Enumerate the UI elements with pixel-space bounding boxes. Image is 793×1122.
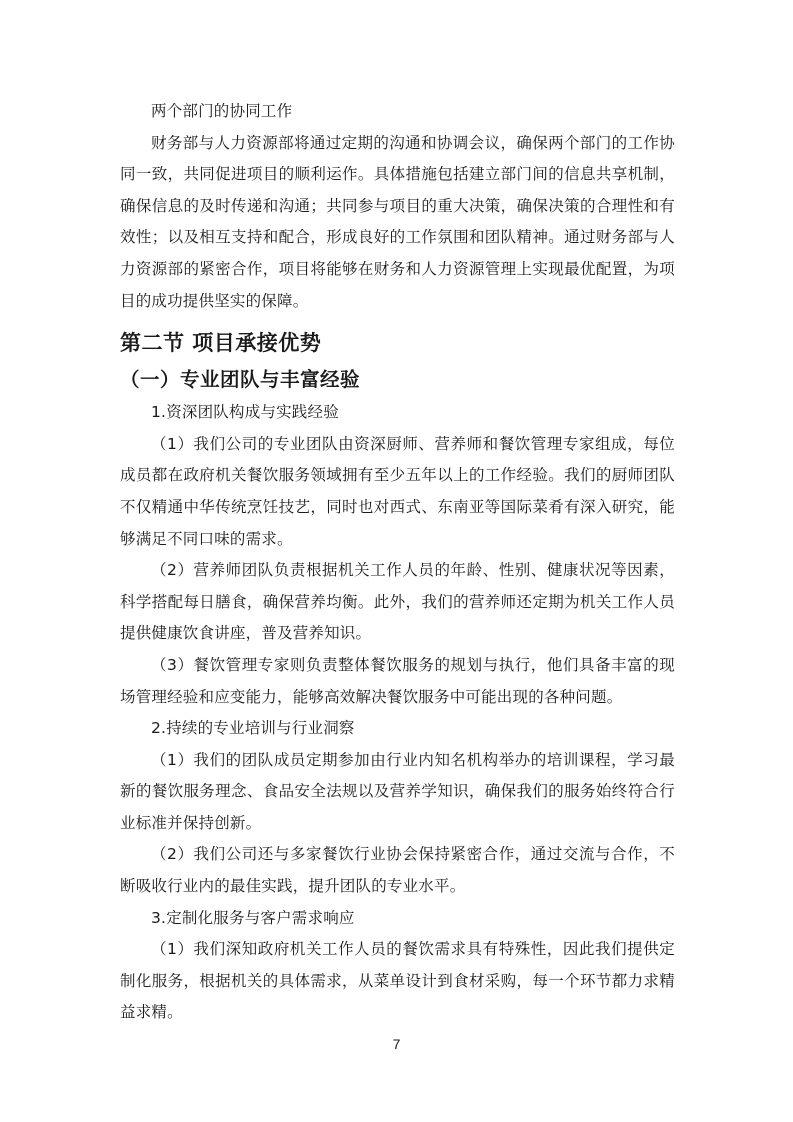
item1-title: 1.资深团队构成与实践经验 (151, 403, 339, 422)
item1-paragraph-3: （3）餐饮管理专家则负责整体餐饮服务的规划与执行，他们具备丰富的现场管理经验和应变能力，能够高效解决餐饮服务中可能出现的各种问题。 (120, 655, 675, 706)
item2-paragraph-2: （2）我们公司还与多家餐饮行业协会保持紧密合作，通过交流与合作，不断吸收行业内的最佳实践，提升团队的专业水平。 (120, 845, 675, 896)
item2-title: 2.持续的专业培训与行业洞察 (151, 719, 355, 738)
page-number: 7 (392, 1036, 401, 1052)
item1-paragraph-1: （1）我们公司的专业团队由资深厨师、营养师和餐饮管理专家组成，每位成员都在政府机关餐饮服务领域拥有至少五年以上的工作经验。我们的厨师团队不仅精通中华传统烹饪技艺，同时也对西式、东南亚等国际菜肴有深入研究，能够满足不同口味的需求。 (120, 434, 675, 548)
item2-paragraph-1: （1）我们的团队成员定期参加由行业内知名机构举办的培训课程，学习最新的餐饮服务理念、食品安全法规以及营养学知识，确保我们的服务始终符合行业标准并保持创新。 (120, 750, 675, 832)
subsection-title: （一）专业团队与丰富经验 (120, 368, 361, 392)
item3-paragraph-1: （1）我们深知政府机关工作人员的餐饮需求具有特殊性，因此我们提供定制化服务，根据机关的具体需求，从菜单设计到食材采购，每一个环节都力求精益求精。 (120, 940, 675, 1022)
item3-title: 3.定制化服务与客户需求响应 (151, 908, 355, 927)
section-title: 第二节 项目承接优势 (120, 331, 322, 356)
document-body (120, 96, 675, 1029)
item1-paragraph-2: （2）营养师团队负责根据机关工作人员的年龄、性别、健康状况等因素，科学搭配每日膳食，确保营养均衡。此外，我们的营养师还定期为机关工作人员提供健康饮食讲座，普及营养知识。 (120, 561, 675, 643)
paragraph-heading-cooperation: 两个部门的协同工作 (151, 102, 293, 120)
paragraph-cooperation: 财务部与人力资源部将通过定期的沟通和协调会议，确保两个部门的工作协同一致，共同促进项目的顺利运作。具体措施包括建立部门间的信息共享机制，确保信息的及时传递和沟通；共同参与项目的重大决策，确保决策的合理性和有效性；以及相互支持和配合，形成良好的工作氛围和团队精神。通过财务部与人力资源部的紧密合作，项目将能够在财务和人力资源管理上实现最优配置，为项目的成功提供坚实的保障。 (120, 133, 675, 310)
